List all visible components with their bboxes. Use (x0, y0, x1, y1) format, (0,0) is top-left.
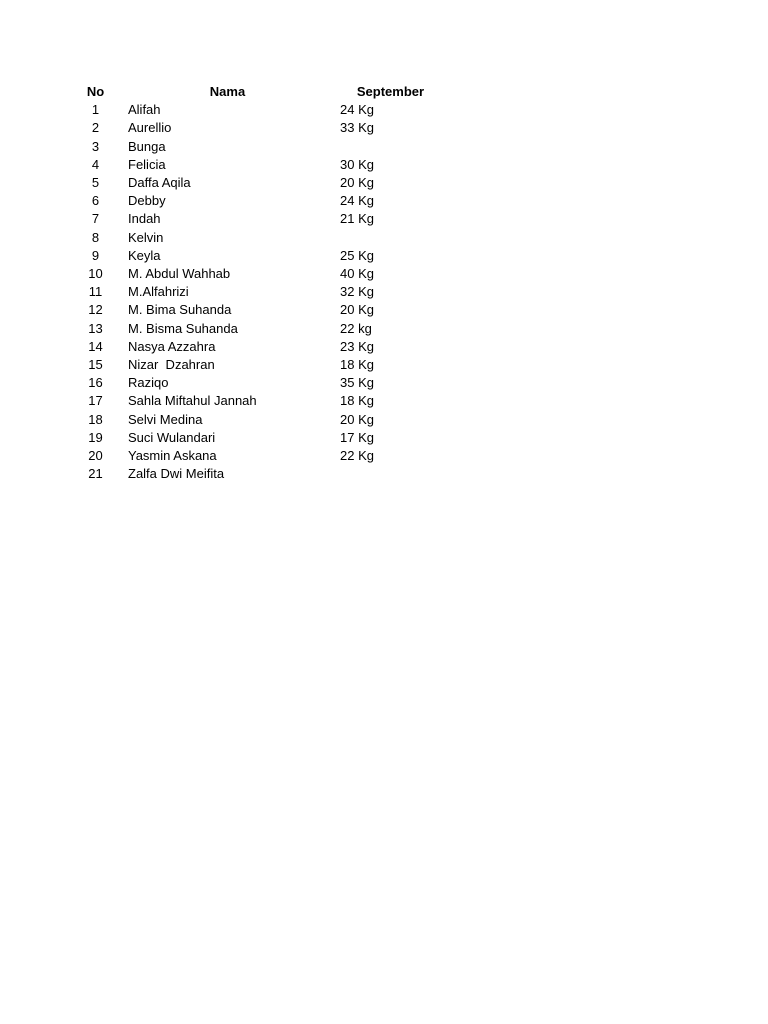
cell-no: 11 (88, 284, 103, 300)
cell-no: 9 (91, 247, 100, 263)
cell-no: 15 (88, 357, 103, 373)
cell-september: 30 Kg (340, 156, 374, 172)
weight-table (76, 83, 441, 483)
table-row (76, 283, 441, 301)
table-row (76, 265, 441, 283)
table-row (76, 138, 441, 156)
cell-no: 18 (88, 411, 103, 427)
cell-nama: Raziqo (128, 375, 169, 391)
cell-nama: Nasya Azzahra (128, 338, 216, 354)
table-row (76, 338, 441, 356)
cell-no: 5 (91, 175, 100, 191)
cell-nama: Debby (128, 193, 166, 209)
cell-no: 7 (91, 211, 100, 227)
cell-nama: M. Abdul Wahhab (128, 266, 231, 282)
cell-september: 35 Kg (340, 375, 374, 391)
table-header (76, 83, 441, 101)
cell-nama: Daffa Aqila (128, 175, 191, 191)
cell-no: 3 (91, 138, 100, 154)
cell-september (340, 138, 441, 156)
table-body (76, 101, 441, 483)
cell-no: 2 (91, 120, 100, 136)
table-row (76, 429, 441, 447)
table-row (76, 247, 441, 265)
header-row (76, 83, 441, 101)
cell-september (340, 465, 441, 483)
cell-nama: Keyla (128, 247, 161, 263)
table-row (76, 356, 441, 374)
cell-september: 33 Kg (340, 120, 374, 136)
cell-nama: M.Alfahrizi (128, 284, 189, 300)
cell-september: 21 Kg (340, 211, 374, 227)
cell-no: 4 (91, 156, 100, 172)
cell-nama: Felicia (128, 156, 166, 172)
cell-nama: Nizar Dzahran (128, 357, 215, 373)
cell-nama: Alifah (128, 102, 161, 118)
cell-september: 22 Kg (340, 448, 374, 464)
cell-september: 20 Kg (340, 175, 374, 191)
cell-no: 21 (88, 466, 103, 482)
cell-september (340, 229, 441, 247)
cell-no: 17 (88, 393, 103, 409)
cell-nama: Bunga (128, 138, 166, 154)
header-no: No (86, 84, 105, 99)
cell-no: 14 (88, 338, 103, 354)
cell-nama: Yasmin Askana (128, 448, 217, 464)
header-september: September (356, 84, 425, 99)
cell-no: 12 (88, 302, 103, 318)
table-row (76, 210, 441, 228)
cell-september: 18 Kg (340, 393, 374, 409)
cell-no: 16 (88, 375, 103, 391)
table-row (76, 374, 441, 392)
cell-nama: M. Bisma Suhanda (128, 320, 238, 336)
header-nama: Nama (209, 84, 246, 99)
cell-nama: Selvi Medina (128, 411, 203, 427)
table-row (76, 465, 441, 483)
table-row (76, 101, 441, 119)
cell-no: 6 (91, 193, 100, 209)
table-row (76, 320, 441, 338)
cell-september: 24 Kg (340, 193, 374, 209)
cell-nama: Suci Wulandari (128, 429, 216, 445)
cell-no: 1 (91, 102, 100, 118)
cell-no: 19 (88, 429, 103, 445)
cell-nama: Kelvin (128, 229, 164, 245)
cell-nama: Zalfa Dwi Meifita (128, 466, 225, 482)
cell-nama: M. Bima Suhanda (128, 302, 232, 318)
cell-nama: Indah (128, 211, 161, 227)
cell-nama: Sahla Miftahul Jannah (128, 393, 257, 409)
table-row (76, 411, 441, 429)
table-row (76, 301, 441, 319)
table-row (76, 156, 441, 174)
cell-september: 18 Kg (340, 357, 374, 373)
cell-september: 20 Kg (340, 302, 374, 318)
cell-september: 17 Kg (340, 429, 374, 445)
cell-no: 10 (88, 266, 103, 282)
cell-no: 20 (88, 448, 103, 464)
cell-nama: Aurellio (128, 120, 172, 136)
cell-september: 22 kg (340, 320, 372, 336)
table-row (76, 192, 441, 210)
cell-no: 13 (88, 320, 103, 336)
cell-september: 20 Kg (340, 411, 374, 427)
table-row (76, 447, 441, 465)
cell-september: 32 Kg (340, 284, 374, 300)
cell-september: 23 Kg (340, 338, 374, 354)
cell-september: 25 Kg (340, 247, 374, 263)
cell-september: 24 Kg (340, 102, 374, 118)
cell-september: 40 Kg (340, 266, 374, 282)
table-row (76, 392, 441, 410)
table-row (76, 229, 441, 247)
table-row (76, 174, 441, 192)
cell-no: 8 (91, 229, 100, 245)
table-row (76, 119, 441, 137)
